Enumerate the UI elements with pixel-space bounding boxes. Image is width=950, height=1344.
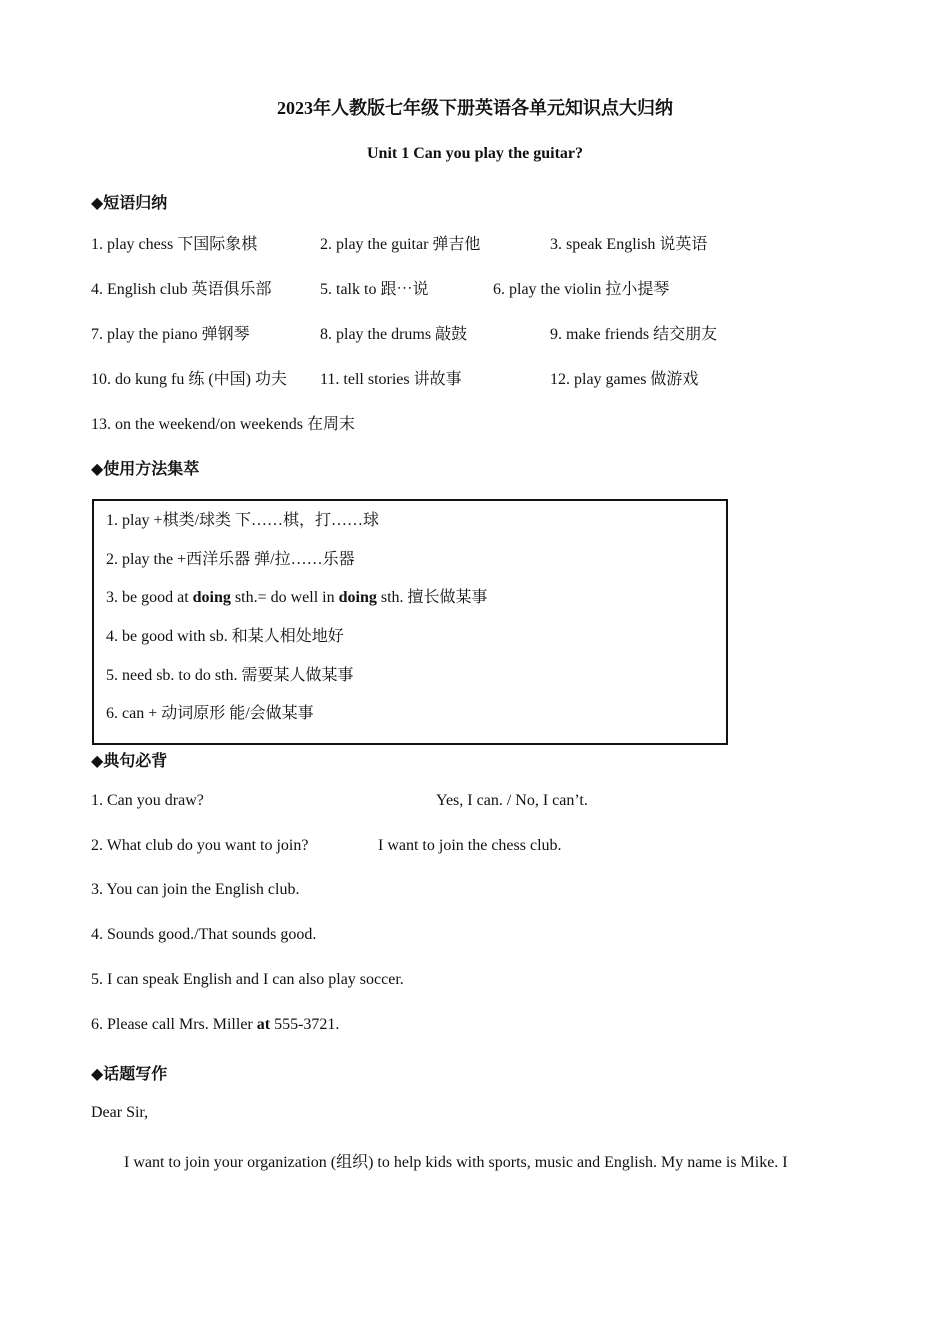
phrase-item: 6. play the violin 拉小提琴 [493,281,670,298]
phrase-item: 12. play games 做游戏 [550,371,699,388]
sentence-item: 4. Sounds good./That sounds good. [91,926,317,943]
sentence-item: 6. Please call Mrs. Miller at 555-3721. [91,1016,340,1033]
sentence-question: 2. What club do you want to join? [91,837,309,854]
usage-item: 5. need sb. to do sth. 需要某人做某事 [106,667,354,684]
sentence-item: 5. I can speak English and I can also play soccer. [91,971,404,988]
phrase-item: 9. make friends 结交朋友 [550,326,718,343]
phrase-item: 10. do kung fu 练 (中国) 功夫 [91,371,287,388]
sentence-question: 1. Can you draw? [91,792,204,809]
phrase-item: 7. play the piano 弹钢琴 [91,326,250,343]
usage-item: 4. be good with sb. 和某人相处地好 [106,628,344,645]
section-sentences-heading: ◆典句必背 [91,753,168,770]
phrase-item: 1. play chess 下国际象棋 [91,236,258,253]
usage-box [92,499,728,745]
unit-title: Unit 1 Can you play the guitar? [366,145,584,162]
phrase-item: 2. play the guitar 弹吉他 [320,236,481,253]
section-writing-heading: ◆话题写作 [91,1066,168,1083]
sentence-item: 3. You can join the English club. [91,881,300,898]
page-title: 2023年人教版七年级下册英语各单元知识点大归纳 [277,98,673,118]
phrase-item: 8. play the drums 敲鼓 [320,326,468,343]
letter-greeting: Dear Sir, [91,1104,149,1121]
sentence-answer: Yes, I can. / No, I can’t. [436,792,588,809]
usage-item: 3. be good at doing sth.= do well in doing sth. 擅长做某事 [106,589,488,606]
usage-item: 2. play the +西洋乐器 弹/拉……乐器 [106,551,355,568]
letter-paragraph: I want to join your organization (组织) to help kids with sports, music and English. My name is Mike. I [124,1154,788,1171]
usage-item: 6. can + 动词原形 能/会做某事 [106,705,314,722]
usage-item: 1. play +棋类/球类 下……棋，打……球 [106,512,380,529]
section-phrases-heading: ◆短语归纳 [91,195,168,212]
sentence-answer: I want to join the chess club. [378,837,562,854]
phrase-item: 4. English club 英语俱乐部 [91,281,272,298]
section-usage-heading: ◆使用方法集萃 [91,461,200,478]
phrase-item: 13. on the weekend/on weekends 在周末 [91,416,355,433]
phrase-item: 11. tell stories 讲故事 [320,371,462,388]
phrase-item: 5. talk to 跟⋯说 [320,281,429,298]
phrase-item: 3. speak English 说英语 [550,236,708,253]
